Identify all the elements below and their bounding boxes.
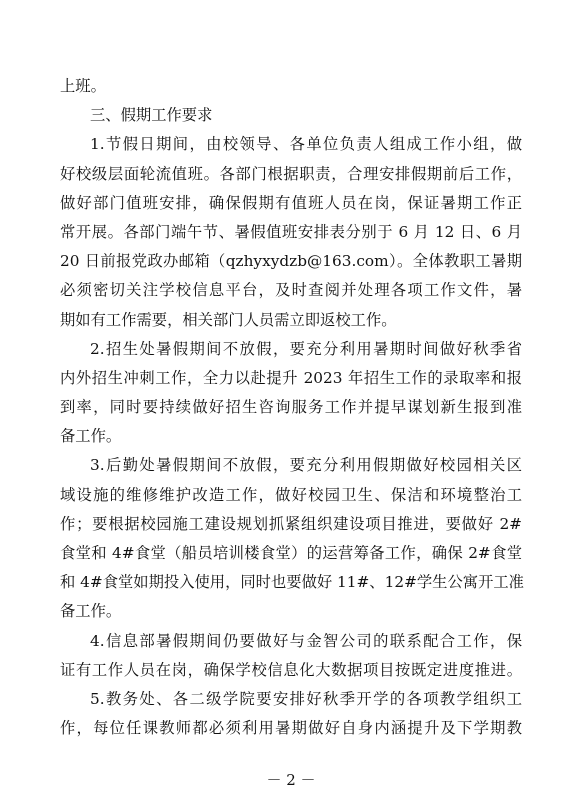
document-body (60, 72, 522, 743)
page-number: － 2 － (266, 771, 316, 789)
text-line: 20 日前报党政办邮箱（qzhyxydzb@163.com）。全体教职工暑期 (60, 252, 522, 271)
text-line: 作，每位任课教师都必须利用暑期做好自身内涵提升及下学期教 (60, 719, 522, 738)
text-line: 域设施的维修维护改造工作，做好校园卫生、保洁和环境整治工 (60, 485, 522, 504)
text-line: 证有工作人员在岗，确保学校信息化大数据项目按既定进度推进。 (60, 660, 522, 679)
text-line: 必须密切关注学校信息平台，及时查阅并处理各项工作文件，暑 (60, 281, 522, 300)
section-heading: 三、假期工作要求 (90, 106, 213, 125)
text-line: 作；要根据校园施工建设规划抓紧组织建设项目推进，要做好 2# (60, 514, 522, 533)
text-line: 2.招生处暑假期间不放假，要充分利用暑期时间做好秋季省 (90, 339, 522, 358)
text-line: 4.信息部暑假期间仍要做好与金智公司的联系配合工作，保 (90, 631, 522, 650)
text-line: 5.教务处、各二级学院要安排好秋季开学的各项教学组织工 (90, 689, 522, 708)
text-line: 内外招生冲刺工作，全力以赴提升 2023 年招生工作的录取率和报 (60, 368, 522, 387)
text-line: 期如有工作需要，相关部门人员需立即返校工作。 (60, 310, 397, 329)
text-line: 和 4#食堂如期投入使用，同时也要做好 11#、12#学生公寓开工准 (60, 573, 524, 592)
text-line: 3.后勤处暑假期间不放假，要充分利用假期做好校园相关区 (90, 456, 522, 475)
text-line: 到率，同时要持续做好招生咨询服务工作并提早谋划新生报到准 (60, 398, 522, 417)
text-line: 做好部门值班安排，确保假期有值班人员在岗，保证暑期工作正 (60, 193, 522, 212)
text-line: 备工作。 (60, 427, 122, 446)
text-line: 上班。 (60, 77, 106, 95)
text-line: 备工作。 (60, 602, 122, 621)
text-line: 好校级层面轮流值班。各部门根据职责，合理安排假期前后工作， (60, 164, 522, 183)
text-line: 1.节假日期间，由校领导、各单位负责人组成工作小组，做 (90, 135, 522, 154)
text-line: 常开展。各部门端午节、暑假值班安排表分别于 6 月 12 日、6 月 (60, 222, 522, 241)
text-line: 食堂和 4#食堂（船员培训楼食堂）的运营筹备工作，确保 2#食堂 (60, 544, 522, 562)
